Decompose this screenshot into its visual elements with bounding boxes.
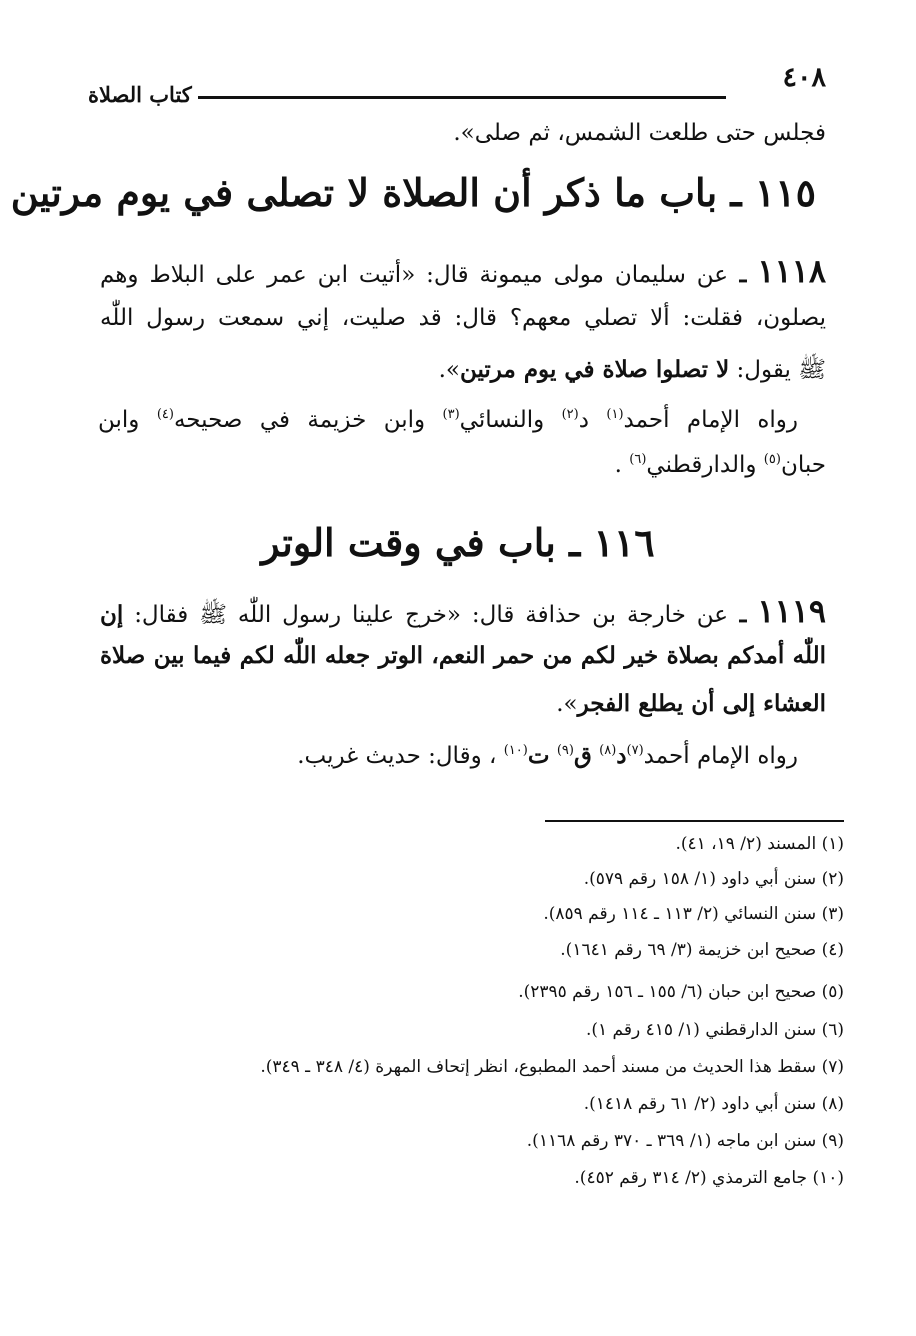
narration-text: د (578, 407, 589, 433)
footnote-1: (١) المسند (٢/ ١٩، ٤١). (675, 834, 844, 854)
prophetic-saying: لا تصلوا صلاة في يوم مرتين (459, 356, 730, 383)
footnote-7: (٧) سقط هذا الحديث من مسند أحمد المطبوع، انظر إتحاف المهرة (٤/ ٣٤٨ ـ ٣٤٩). (260, 1057, 844, 1077)
hadith-dash: ـ (728, 261, 747, 288)
hadith-1119-line2: اللّٰه أمدكم بصلاة خير لكم من حمر النعم، الوتر جعله اللّٰه لكم فيما بين صلاة (100, 642, 826, 669)
narration-text: د (616, 742, 627, 769)
hadith-1119-narration (297, 742, 798, 769)
footnote-ref: (٣) (442, 407, 460, 422)
footnote-8: (٨) سنن أبي داود (٢/ ٦١ رقم ١٤١٨). (583, 1094, 844, 1114)
footnote-ref: (١٠) (503, 743, 528, 758)
hadith-text: ﷺ يقول: (736, 357, 826, 383)
chapter-heading-115 (10, 170, 816, 215)
footnote-4: (٤) صحيح ابن خزيمة (٣/ ٦٩ رقم ١٦٤١). (560, 940, 844, 960)
chapter-number: ١١٦ (593, 520, 655, 565)
chapter-title: باب ما ذكر أن الصلاة لا تصلى في يوم مرتين (10, 170, 718, 215)
footnote-ref: (٢) (561, 407, 579, 422)
page-number: ٤٠٨ (782, 62, 826, 93)
prophetic-saying: العشاء إلى أن يطلع الفجر (577, 690, 826, 717)
narration-text: والنسائي (459, 407, 545, 433)
prophetic-saying: إن (100, 601, 124, 628)
page-header (88, 62, 826, 112)
hadith-text: ». (556, 691, 578, 717)
narration-text: . (614, 452, 622, 478)
chapter-title: باب في وقت الوتر (261, 520, 556, 565)
hadith-1118-line3 (439, 355, 826, 389)
header-rule (198, 96, 726, 99)
footnote-ref: (٦) (629, 452, 647, 467)
narration-text: ق (573, 742, 592, 769)
footnote-divider (545, 820, 844, 822)
hadith-text: عن خارجة بن حذافة قال: «خرج علينا رسول اللّٰه ﷺ فقال: (134, 602, 728, 628)
narration-text: والدارقطني (646, 452, 757, 478)
footnote-2: (٢) سنن أبي داود (١/ ١٥٨ رقم ٥٧٩). (583, 869, 844, 889)
hadith-1118-narration1 (98, 407, 798, 433)
footnote-ref: (١) (606, 407, 624, 422)
narration-text: رواه الإمام أحمد (623, 407, 798, 433)
footnote-ref: (٤) (156, 407, 174, 422)
hadith-dash: ـ (728, 601, 747, 628)
hadith-1118-line2: يصلون، فقلت: ألا تصلي معهم؟ قال: قد صليت، إني سمعت رسول اللّٰه (100, 305, 826, 331)
hadith-text: ». (438, 357, 460, 383)
hadith-1118-line1 (100, 252, 826, 290)
hadith-1119-line1 (100, 592, 826, 634)
footnote-3: (٣) سنن النسائي (٢/ ١١٣ ـ ١١٤ رقم ٨٥٩). (543, 904, 844, 924)
hadith-1118-narration2 (615, 452, 826, 478)
narration-text: ، وقال: حديث غريب. (297, 743, 497, 769)
narration-text: وابن (98, 407, 140, 433)
narration-text: وابن خزيمة في صحيحه (173, 407, 426, 433)
footnote-5: (٥) صحيح ابن حبان (٦/ ١٥٥ ـ ١٥٦ رقم ٢٣٩٥). (518, 982, 844, 1002)
narration-text: رواه الإمام أحمد (643, 743, 798, 769)
hadith-number: ١١١٩ (757, 592, 826, 630)
footnote-6: (٦) سنن الدارقطني (١/ ٤١٥ رقم ١). (585, 1020, 844, 1040)
footnote-ref: (٧) (626, 743, 644, 758)
intro-line: فجلس حتى طلعت الشمس، ثم صلى». (453, 120, 826, 146)
footnote-ref: (٥) (763, 452, 781, 467)
hadith-1119-line3 (556, 690, 826, 717)
chapter-dash: ـ (555, 520, 581, 565)
footnote-ref: (٨) (599, 743, 617, 758)
narration-text: ت (527, 742, 550, 769)
footnote-10: (١٠) جامع الترمذي (٢/ ٣١٤ رقم ٤٥٢). (574, 1168, 844, 1188)
chapter-number: ١١٥ (754, 170, 816, 215)
footnote-9: (٩) سنن ابن ماجه (١/ ٣٦٩ ـ ٣٧٠ رقم ١١٦٨). (526, 1131, 844, 1151)
footnote-ref: (٩) (556, 743, 574, 758)
chapter-heading-116 (100, 520, 816, 565)
chapter-dash: ـ (717, 170, 742, 215)
narration-text: حبان (780, 452, 826, 478)
book-title: كتاب الصلاة (88, 82, 192, 107)
hadith-number: ١١١٨ (757, 252, 827, 290)
hadith-text: عن سليمان مولى ميمونة قال: «أتيت ابن عمر على البلاط وهم (100, 262, 729, 288)
